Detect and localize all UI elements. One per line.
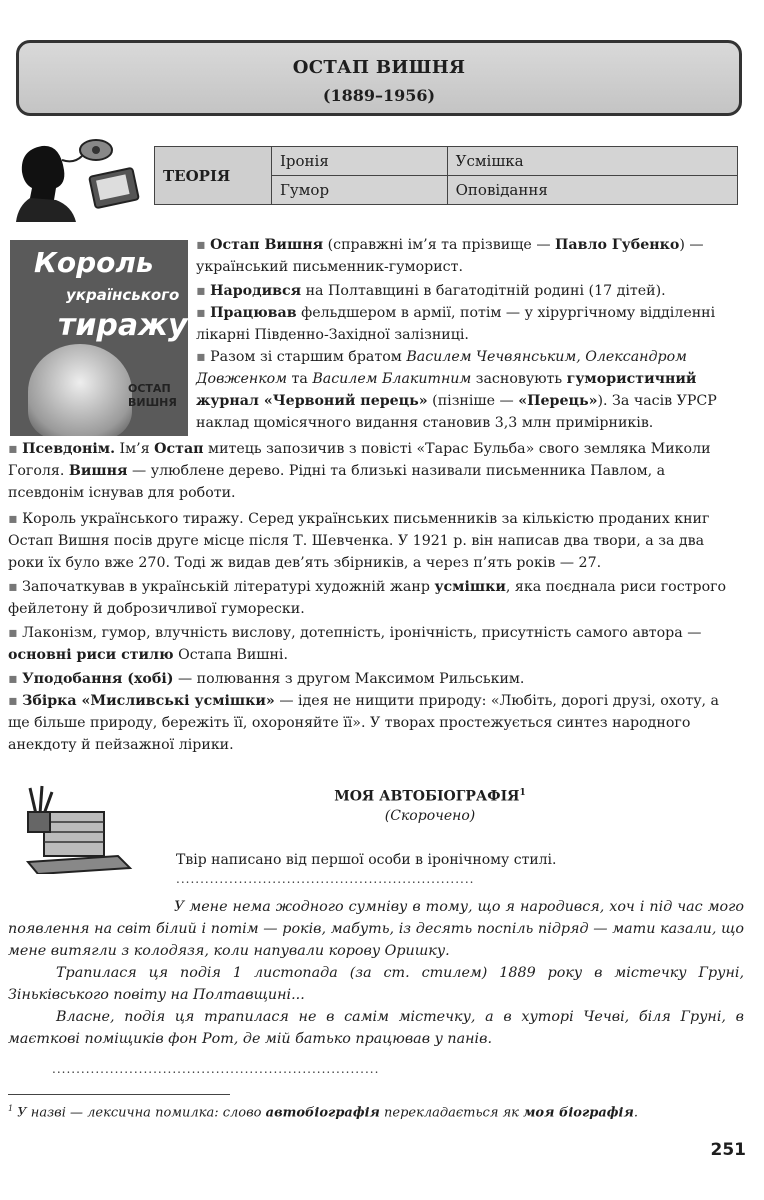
fact-genre: ▪ Започаткував в українській літературі художній жанр усмішки, яка поєднала риси гострого фейлетону й доброзичливої гуморески. — [8, 579, 727, 617]
theory-table — [154, 146, 738, 205]
bullet-icon: ▪ — [196, 349, 206, 365]
section-subtitle: (Скорочено) — [384, 808, 476, 824]
theory-term: Усмішка — [447, 147, 737, 176]
story-paragraph: У мене нема жодного сумніву в тому, що я народився, хоч і під час мого появлення на світ білий і потім — років, мабуть, із десять поспіль підряд — мати казали, що мене витягли з колодязя, коли напували корову Оришку. — [8, 899, 744, 959]
section-note: Твір написано від першої особи в іронічному стилі. — [176, 852, 557, 868]
title-banner — [16, 40, 742, 116]
poster-line2: українського — [66, 286, 180, 304]
author-portrait — [28, 344, 132, 436]
bullet-icon: ▪ — [196, 237, 206, 253]
theory-term: Гумор — [272, 176, 448, 205]
fact-hobby: ▪ Уподобання (хобі) — полювання з другом Максимом Рильським. — [8, 671, 525, 687]
story-paragraph: Трапилася ця подія 1 листопада (за ст. стилем) 1889 року в містечку Груні, Зіньківського повіту на Полтавщині... — [8, 965, 744, 1003]
section-title: МОЯ АВТОБІОГРАФІЯ$^1$ — [334, 788, 526, 805]
theory-term: Іронія — [272, 147, 448, 176]
theory-term: Оповідання — [447, 176, 737, 205]
bullet-icon: ▪ — [196, 283, 206, 299]
author-poster — [10, 240, 188, 436]
fact-collection: ▪ Збірка «Мисливські усмішки» — ідея не нищити природу: «Любіть, дорогі друзі, охоту, а ще більше природу, бережіть її, охороняйте її». У творах простежується синтез народного анекдоту й пейзажної лірики. — [8, 693, 720, 753]
ellipsis-separator: .................................................................... — [52, 1062, 380, 1076]
thinking-person-icon — [12, 136, 142, 222]
story-text — [8, 896, 744, 1050]
story-paragraph: Власне, подія ця трапилася не в самім містечку, а в хуторі Чечві, біля Груні, в маєткові поміщиків фон Рот, де мій батько працював у панів. — [8, 1009, 744, 1047]
poster-line1: Король — [34, 246, 154, 279]
books-and-pencils-icon — [14, 784, 144, 874]
bio-paragraph-4: ▪ Разом зі старшим братом Василем Чечвянським, Олександром Довженком та Василем Блакитним засновують гумористичний журнал «Червоний перець» (пізніше — «Перець»). За часів УРСР наклад щомісячного видання становив 3,3 млн примірників. — [196, 349, 717, 431]
footnote: $^1$ У назві — лексична помилка: слово автобіографія перекладається як моя біографія. — [8, 1104, 638, 1121]
page-number: 251 — [710, 1140, 746, 1160]
author-name: ОСТАП ВИШНЯ — [292, 57, 466, 78]
bio-paragraph-1: ▪ Остап Вишня (справжні ім’я та прізвище — Павло Губенко) — український письменник-гуморист. — [196, 237, 704, 275]
bio-paragraph-3: ▪ Працював фельдшером в армії, потім — у хірургічному відділенні лікарні Південно-Західної залізниці. — [196, 305, 716, 343]
theory-label: ТЕОРІЯ — [155, 147, 272, 205]
bio-paragraph-2: ▪ Народився на Полтавщині в багатодітній родині (17 дітей). — [196, 283, 666, 299]
bullet-icon: ▪ — [8, 671, 18, 687]
fact-king-of-circulation: ▪ Король українського тиражу. Серед українських письменників за кількістю проданих книг Остап Вишня посів друге місце після Т. Шевченка. У 1921 р. він написав два твори, а за два роки їх було вже 270. Тоді ж видав дев’ять збірників, а через п’ять років — 27. — [8, 511, 710, 571]
bullet-icon: ▪ — [8, 441, 18, 457]
fact-style: ▪ Лаконізм, гумор, влучність вислову, дотепність, іронічність, присутність самого автора — основні риси стилю Остапа Вишні. — [8, 625, 702, 663]
bullet-icon: ▪ — [8, 579, 18, 595]
bullet-icon: ▪ — [8, 693, 18, 709]
bullet-icon: ▪ — [196, 305, 206, 321]
footnote-ref: 1 — [519, 788, 526, 798]
ellipsis-separator: .............................................................. — [176, 872, 475, 886]
bullet-icon: ▪ — [8, 625, 18, 641]
author-years: (1889–1956) — [322, 86, 436, 105]
fact-pseudonym: ▪ Псевдонім. Ім’я Остап митець запозичив з повісті «Тарас Бульба» свого земляка Миколи Гоголя. Вишня — улюблене дерево. Рідні та близькі називали письменника Павлом, а псевдонім існував для роботи. — [8, 441, 711, 501]
poster-line3: тиражу — [58, 308, 188, 343]
poster-signature: ОСТАП ВИШНЯ — [128, 382, 177, 409]
footnote-divider — [8, 1094, 230, 1095]
bullet-icon: ▪ — [8, 511, 18, 527]
